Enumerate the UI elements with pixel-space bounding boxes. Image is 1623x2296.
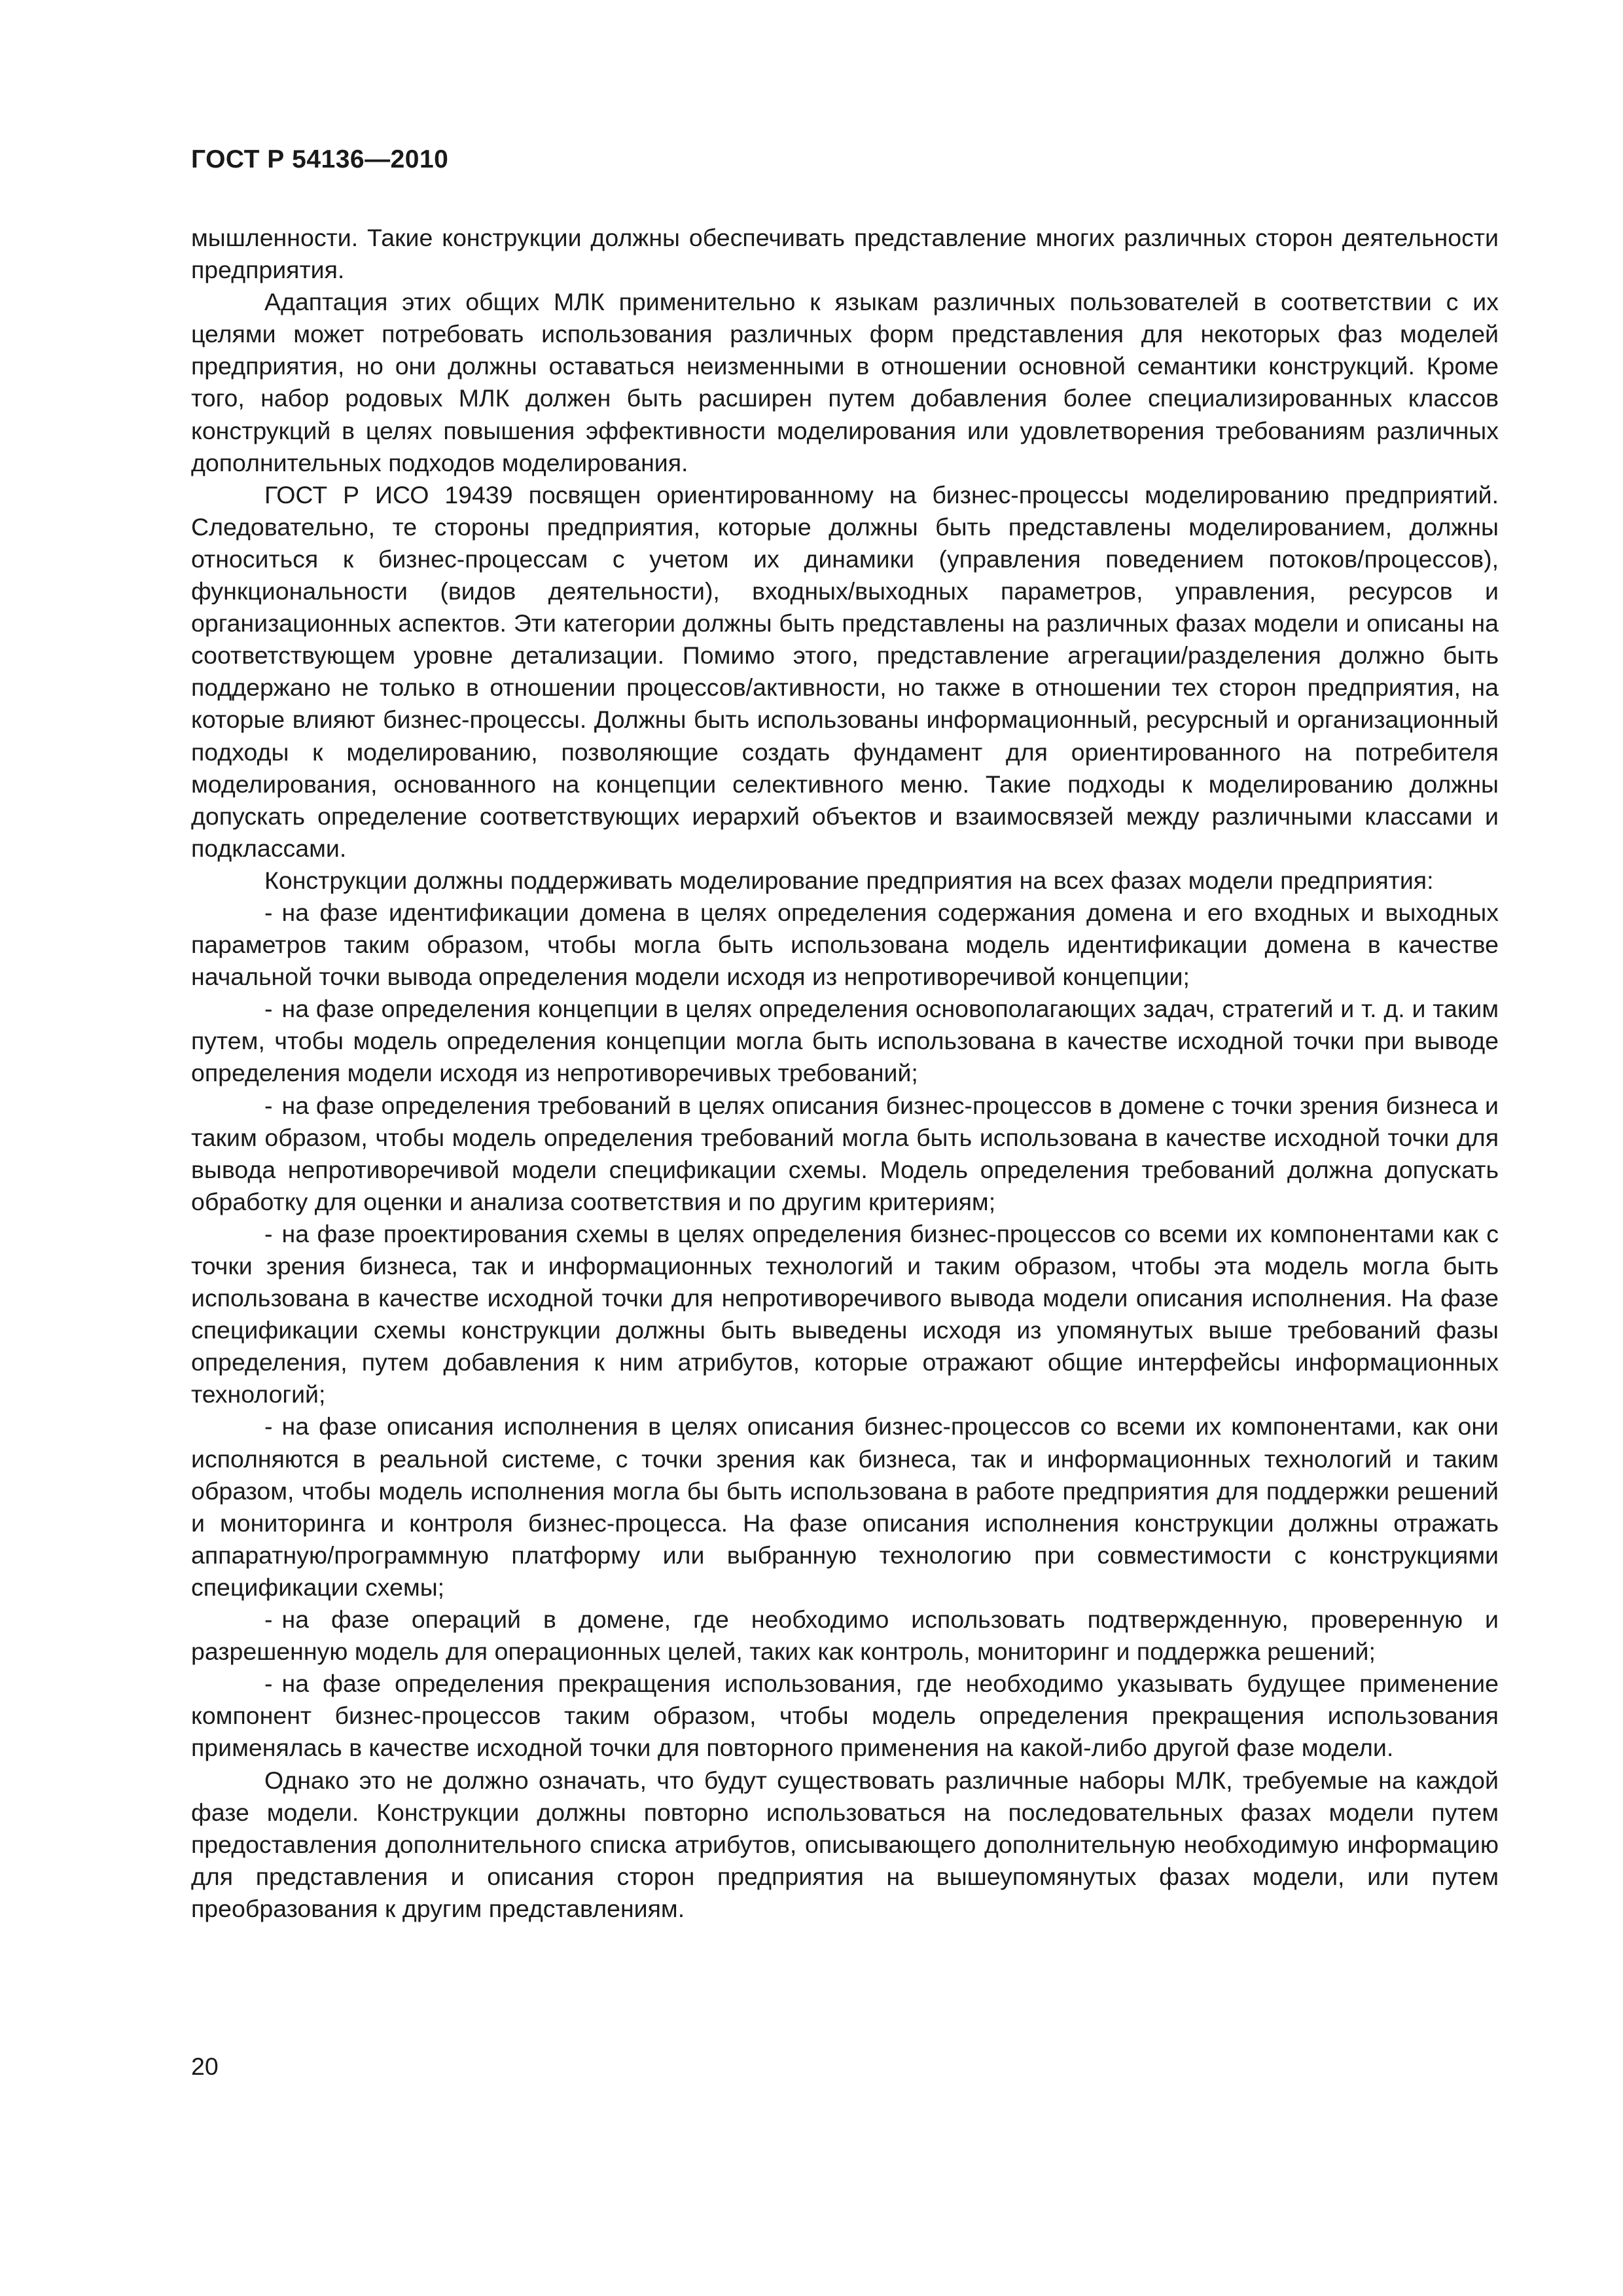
phase-text: на фазе идентификации домена в целях определения содержания домена и его входных и выходных параметров таким образом, чтобы могла быть использована модель идентификации домена в качестве начальной точки вывода определения модели исходя из непротиворечивой концепции; bbox=[191, 898, 1499, 991]
page-number: 20 bbox=[191, 2053, 219, 2080]
standard-header: ГОСТ Р 54136—2010 bbox=[191, 145, 449, 173]
list-dash: - bbox=[264, 995, 273, 1023]
phase-item-implementation-description bbox=[191, 1410, 1499, 1604]
phase-list bbox=[191, 897, 1499, 1765]
phase-text: на фазе проектирования схемы в целях определения бизнес-процессов со всеми их компонентами как с точки зрения бизнеса, так и информационных технологий и таким образом, чтобы эта модель могла быть использована в качестве исходной точки для непротиворечивого вывода модели описания исполнения. На фазе спецификации схемы конструкции должны быть выведены исходя из упомянутых выше требований фазы определения, путем добавления к ним атрибутов, которые отражают общие интерфейсы информационных технологий; bbox=[191, 1219, 1499, 1408]
list-dash: - bbox=[264, 1605, 273, 1634]
phase-item-domain-operation bbox=[191, 1604, 1499, 1668]
phase-item-domain-identification bbox=[191, 897, 1499, 993]
list-dash: - bbox=[264, 1412, 273, 1441]
phase-item-design-specification bbox=[191, 1218, 1499, 1411]
paragraph-adaptation: Адаптация этих общих МЛК применительно к языкам различных пользователей в соответствии с их целями может потребовать использования различных форм представления для некоторых фаз моделей предприятия, но они должны оставаться неизменными в отношении основной семантики конструкций. Кроме того, набор родовых МЛК должен быть расширен путем добавления более специализированных классов конструкций в целях повышения эффективности моделирования или удовлетворения требованиям различных дополнительных подходов моделирования. bbox=[191, 288, 1499, 476]
list-dash: - bbox=[264, 1219, 273, 1247]
phase-item-decommission-definition bbox=[191, 1668, 1499, 1764]
paragraph-closing: Однако это не должно означать, что будут существовать различные наборы МЛК, требуемые на каждой фазе модели. Конструкции должны повторно использоваться на последовательных фазах модели путем предоставления дополнительного списка атрибутов, описывающего дополнительную необходимую информацию для представления и описания сторон предприятия на вышеупомянутых фазах модели, или путем преобразования к другим представлениям. bbox=[191, 1766, 1499, 1922]
phase-item-requirements-definition bbox=[191, 1090, 1499, 1218]
list-dash: - bbox=[264, 1670, 273, 1698]
document-body bbox=[191, 222, 1499, 1925]
list-dash: - bbox=[264, 898, 273, 926]
list-dash: - bbox=[264, 1091, 273, 1119]
phase-text: на фазе определения концепции в целях определения основополагающих задач, стратегий и т. д. и таким путем, чтобы модель определения концепции могла быть использована в качестве исходной точки при выводе определения модели исходя из непротиворечивых требований; bbox=[191, 995, 1499, 1087]
phase-text: на фазе описания исполнения в целях описания бизнес-процессов со всеми их компонентами, как они исполняются в реальной системе, с точки зрения как бизнеса, так и информационных технологий и таким образом, чтобы модель исполнения могла бы быть использована в работе предприятия для поддержки решений и мониторинга и контроля бизнес-процесса. На фазе описания исполнения конструкции должны отражать аппаратную/программную платформу или выбранную технологию при совместимости с конструкциями спецификации схемы; bbox=[191, 1412, 1499, 1601]
paragraph-gost-19439: ГОСТ Р ИСО 19439 посвящен ориентированному на бизнес-процессы моделированию предприятий. Следовательно, те стороны предприятия, которые должны быть представлены моделированием, должны относиться к бизнес-процессам с учетом их динамики (управления поведением потоков/процессов), функциональности (видов деятельности), входных/выходных параметров, управления, ресурсов и организационных аспектов. Эти категории должны быть представлены на различных фазах модели и описаны на соответствующем уровне детализации. Помимо этого, представление агрегации/разделения должно быть поддержано не только в отношении процессов/активности, но также в отношении тех сторон предприятия, на которые влияют бизнес-процессы. Должны быть использованы информационный, ресурсный и организационный подходы к моделированию, позволяющие создать фундамент для ориентированного на потребителя моделирования, основанного на концепции селективного меню. Такие подходы к моделированию должны допускать определение соответствующих иерархий объектов и взаимосвязей между различными классами и подклассами. bbox=[191, 480, 1499, 862]
paragraph-continuation: мышленности. Такие конструкции должны обеспечивать представление многих различных сторон деятельности предприятия. bbox=[191, 224, 1499, 284]
paragraph-constructs-intro: Конструкции должны поддерживать моделирование предприятия на всех фазах модели предприятия: bbox=[264, 866, 1434, 894]
phase-text: на фазе определения прекращения использования, где необходимо указывать будущее применение компонент бизнес-процессов таким образом, чтобы модель определения прекращения использования применялась в качестве исходной точки для повторного применения на какой-либо другой фазе модели. bbox=[191, 1670, 1499, 1762]
phase-text: на фазе определения требований в целях описания бизнес-процессов в домене с точки зрения бизнеса и таким образом, чтобы модель определения требований могла быть использована в качестве исходной точки для вывода непротиворечивой модели спецификации схемы. Модель определения требований должна допускать обработку для оценки и анализа соответствия и по другим критериям; bbox=[191, 1091, 1499, 1215]
phase-text: на фазе операций в домене, где необходимо использовать подтвержденную, проверенную и разрешенную модель для операционных целей, таких как контроль, мониторинг и поддержка решений; bbox=[191, 1605, 1499, 1666]
phase-item-concept-definition bbox=[191, 993, 1499, 1089]
